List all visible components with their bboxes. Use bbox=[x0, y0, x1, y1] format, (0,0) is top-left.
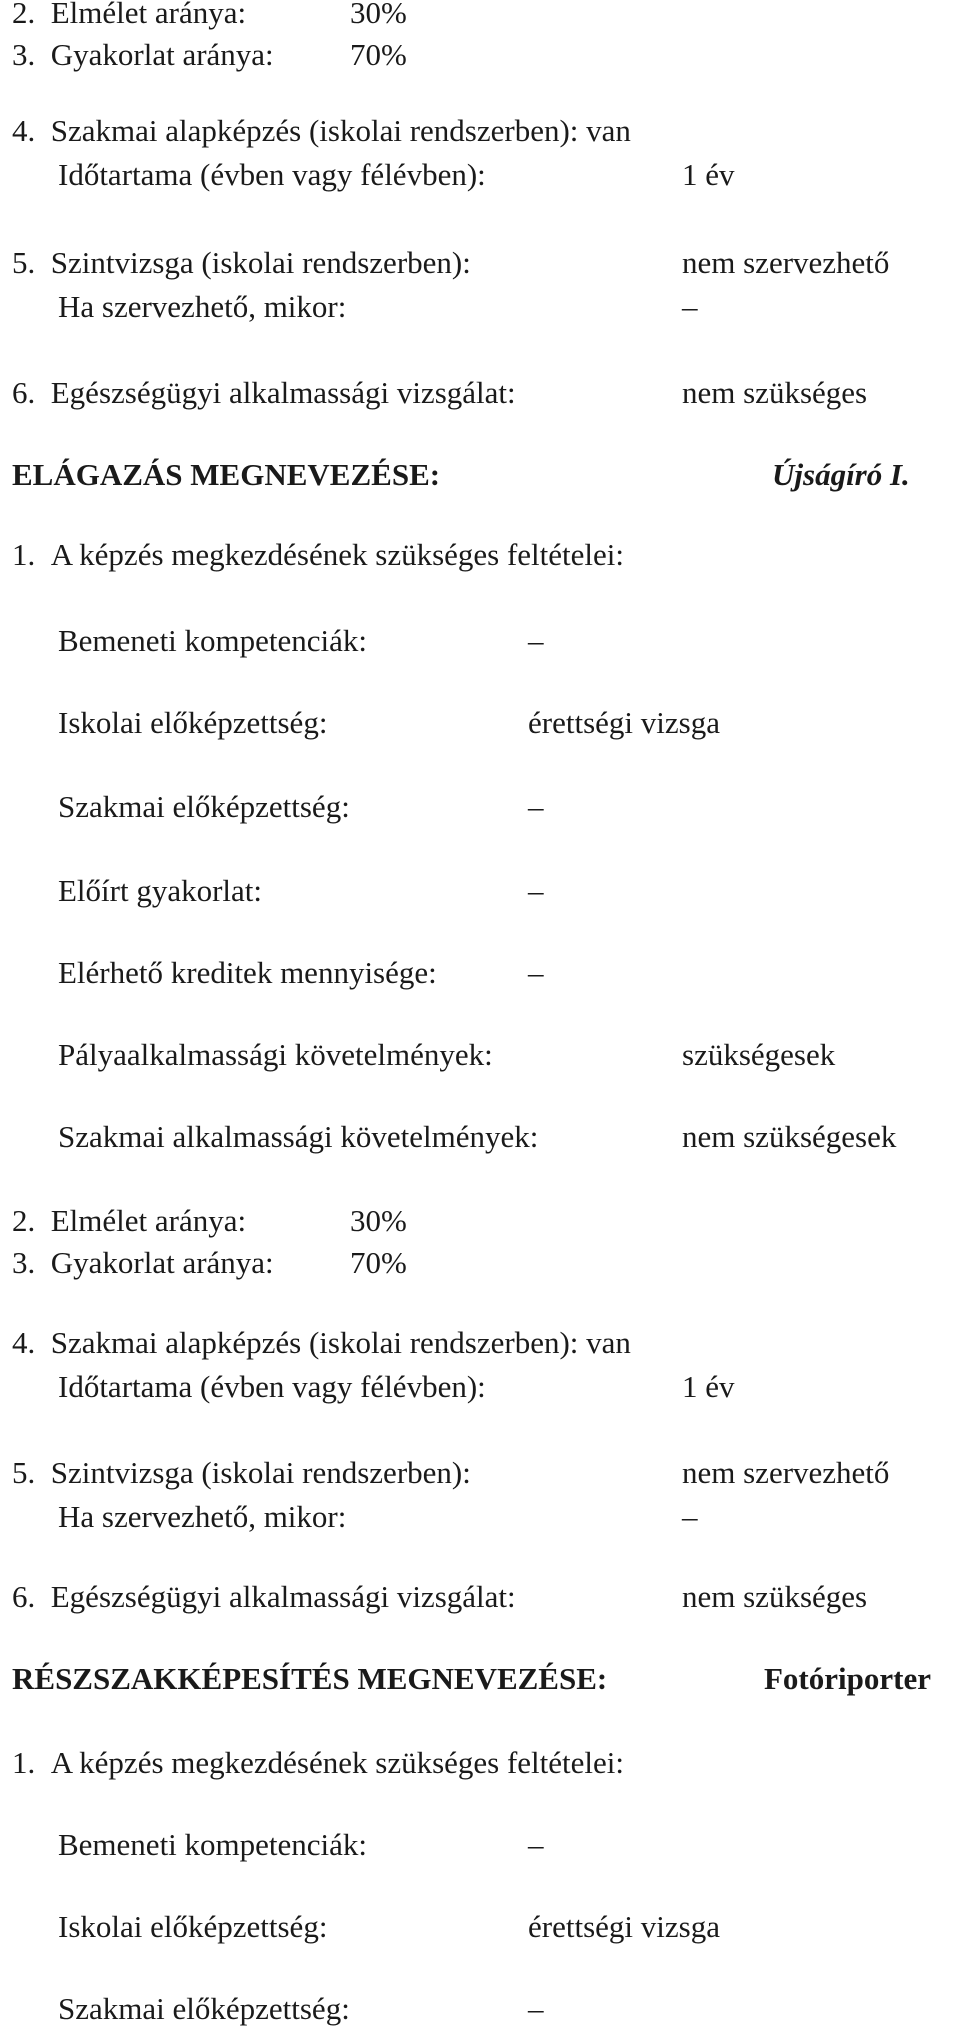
school-education-2-label: Iskolai előképzettség: bbox=[58, 1909, 328, 1944]
input-competencies-label: Bemeneti kompetenciák: bbox=[58, 623, 368, 658]
prerequisites-2-heading: 1. A képzés megkezdésének szükséges feltételei: bbox=[12, 1745, 625, 1780]
health-check-value: nem szükséges bbox=[682, 375, 868, 410]
theory-ratio-2-value: 30% bbox=[350, 1203, 407, 1238]
career-aptitude-value: szükségesek bbox=[682, 1037, 836, 1072]
level-exam-when-2-value: – bbox=[682, 1499, 698, 1534]
professional-education-value: – bbox=[528, 789, 544, 824]
theory-ratio-2-label: 2. Elmélet aránya: bbox=[12, 1203, 247, 1238]
duration-label: Időtartama (évben vagy félévben): bbox=[58, 157, 486, 192]
input-competencies-value: – bbox=[528, 623, 544, 658]
professional-education-2-label: Szakmai előképzettség: bbox=[58, 1991, 350, 2026]
level-exam-2-label: 5. Szintvizsga (iskolai rendszerben): bbox=[12, 1455, 471, 1490]
level-exam-value: nem szervezhető bbox=[682, 245, 890, 280]
input-competencies-2-label: Bemeneti kompetenciák: bbox=[58, 1827, 368, 1862]
level-exam-2-value: nem szervezhető bbox=[682, 1455, 890, 1490]
required-practice-label: Előírt gyakorlat: bbox=[58, 873, 263, 908]
professional-education-label: Szakmai előképzettség: bbox=[58, 789, 350, 824]
health-check-label: 6. Egészségügyi alkalmassági vizsgálat: bbox=[12, 375, 516, 410]
basic-training-2-line: 4. Szakmai alapképzés (iskolai rendszerben): van bbox=[12, 1325, 631, 1360]
credits-value: – bbox=[528, 955, 544, 990]
professional-aptitude-label: Szakmai alkalmassági követelmények: bbox=[58, 1119, 539, 1154]
level-exam-when-2-label: Ha szervezhető, mikor: bbox=[58, 1499, 347, 1534]
practice-ratio-2-label: 3. Gyakorlat aránya: bbox=[12, 1245, 274, 1280]
school-education-value: érettségi vizsga bbox=[528, 705, 720, 740]
branch-heading-value: Újságíró I. bbox=[772, 457, 910, 492]
required-practice-value: – bbox=[528, 873, 544, 908]
basic-training-line: 4. Szakmai alapképzés (iskolai rendszerben): van bbox=[12, 113, 631, 148]
school-education-2-value: érettségi vizsga bbox=[528, 1909, 720, 1944]
branch-heading-label: ELÁGAZÁS MEGNEVEZÉSE: bbox=[12, 457, 441, 492]
prerequisites-heading: 1. A képzés megkezdésének szükséges feltételei: bbox=[12, 537, 625, 572]
school-education-label: Iskolai előképzettség: bbox=[58, 705, 328, 740]
practice-ratio-value: 70% bbox=[350, 37, 407, 72]
duration-2-value: 1 év bbox=[682, 1369, 735, 1404]
practice-ratio-2-value: 70% bbox=[350, 1245, 407, 1280]
duration-value: 1 év bbox=[682, 157, 735, 192]
professional-education-2-value: – bbox=[528, 1991, 544, 2026]
level-exam-when-value: – bbox=[682, 289, 698, 324]
health-check-2-value: nem szükséges bbox=[682, 1579, 868, 1614]
practice-ratio-label: 3. Gyakorlat aránya: bbox=[12, 37, 274, 72]
theory-ratio-label: 2. Elmélet aránya: bbox=[12, 0, 247, 30]
theory-ratio-value: 30% bbox=[350, 0, 407, 30]
partial-qualification-heading-label: RÉSZSZAKKÉPESÍTÉS MEGNEVEZÉSE: bbox=[12, 1661, 608, 1696]
level-exam-when-label: Ha szervezhető, mikor: bbox=[58, 289, 347, 324]
credits-label: Elérhető kreditek mennyisége: bbox=[58, 955, 437, 990]
professional-aptitude-value: nem szükségesek bbox=[682, 1119, 897, 1154]
duration-2-label: Időtartama (évben vagy félévben): bbox=[58, 1369, 486, 1404]
level-exam-label: 5. Szintvizsga (iskolai rendszerben): bbox=[12, 245, 471, 280]
input-competencies-2-value: – bbox=[528, 1827, 544, 1862]
health-check-2-label: 6. Egészségügyi alkalmassági vizsgálat: bbox=[12, 1579, 516, 1614]
partial-qualification-heading-value: Fotóriporter bbox=[764, 1661, 931, 1696]
career-aptitude-label: Pályaalkalmassági követelmények: bbox=[58, 1037, 493, 1072]
